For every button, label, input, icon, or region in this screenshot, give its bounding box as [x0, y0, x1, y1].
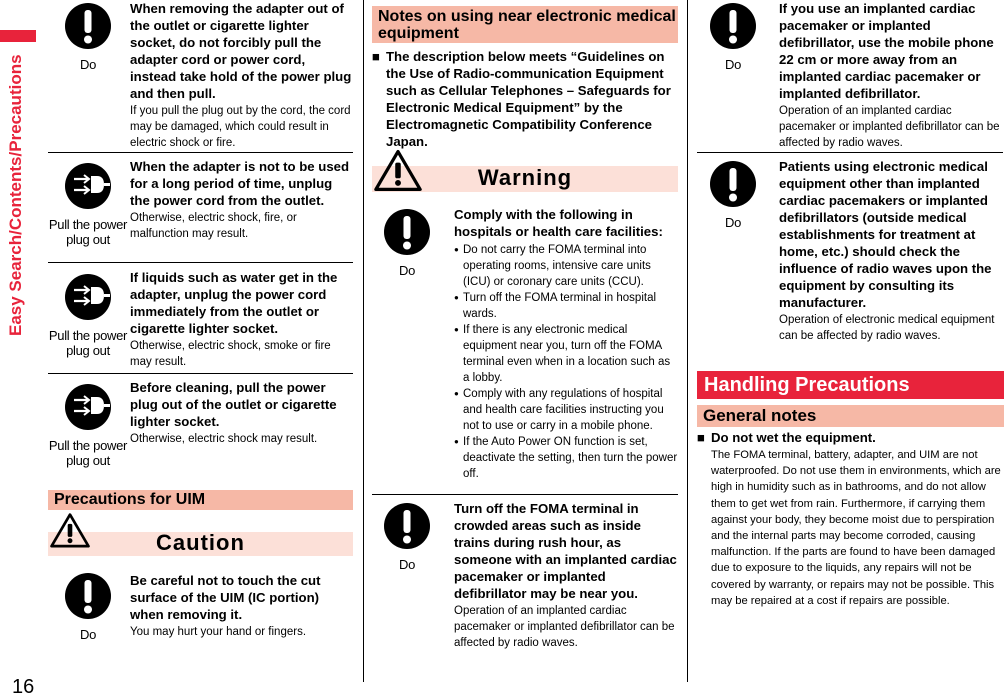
item-body: Operation of electronic medical equipment can be affected by radio waves. [779, 314, 995, 342]
unplug-icon: Pull the power plug out [48, 269, 128, 358]
unplug-icon: Pull the power plug out [48, 379, 128, 468]
list-item: ● Turn off the FOMA terminal in hospital wards. [454, 290, 678, 322]
guidelines-intro: ■ The description below meets “Guidelines on the Use of Radio-communication Equipment such as Cellular Telephones – Safeguards for Electronic Medical Equipment” by the Electromagnetic Compatibility Conference Japan. [372, 48, 678, 150]
square-bullet-icon [697, 429, 705, 446]
column-divider [363, 0, 364, 682]
side-tab-label: Easy Search/Contents/Precautions [6, 54, 25, 336]
general-notes-heading: General notes [697, 405, 1004, 427]
divider [48, 262, 353, 263]
caution-banner [48, 532, 353, 556]
handling-precautions-title: Handling Precautions [697, 371, 1004, 399]
general-notes-body: ■ Do not wet the equipment. The FOMA terminal, battery, adapter, and UIM are not waterproofed. Do not use them in environments, which are high in humidity such as in bathrooms, and do not allow them to get wet from rain. Furthermore, if carrying them against your body, they become moist due to perspiration and the internal parts may become corroded, causing malfunction. If the parts are found to have been damaged due to exposure to the liquids, any repairs will not be covered by warranty, or repairs may not be possible. This may be repaired at a cost if repairs are possible. [697, 429, 1003, 609]
item-body: Operation of an implanted cardiac pacemaker or implanted defibrillator can be affected by radio waves. [454, 605, 675, 649]
page-number: 16 [12, 676, 35, 698]
warning-title: Warning [477, 165, 573, 190]
item-body: You may hurt your hand or fingers. [130, 626, 307, 638]
do-icon: Do [48, 572, 128, 642]
list-item: ● If the Auto Power ON function is set, deactivate the setting, then turn the power off. [454, 434, 678, 482]
item-heading: If liquids such as water get in the adapter, unplug the power cord immediately from the outlet or cigarette lighter socket. [130, 270, 338, 336]
item-body: Otherwise, electric shock may result. [130, 433, 318, 445]
item-heading: When the adapter is not to be used for a long period of time, unplug the power cord from the outlet. [130, 159, 350, 208]
item-heading: Comply with the following in hospitals or health care facilities: [454, 207, 663, 239]
do-icon: Do [697, 0, 769, 72]
item-heading: Turn off the FOMA terminal in crowded areas such as inside trains during rush hour, as someone with an implanted cardiac pacemaker or implanted defibrillator may be near you. [454, 501, 677, 601]
unplug-icon: Pull the power plug out [48, 158, 128, 247]
do-icon: Do [697, 158, 769, 230]
hospital-rules-list [454, 242, 678, 482]
divider [697, 152, 1003, 153]
section-heading-medical: Notes on using near electronic medical equipment [372, 6, 678, 43]
do-icon: Do [372, 206, 442, 278]
item-heading: Be careful not to touch the cut surface of the UIM (IC portion) when removing it. [130, 573, 321, 622]
column-divider [687, 0, 688, 682]
item-heading: If you use an implanted cardiac pacemaker or implanted defibrillator, use the mobile phone 22 cm or more away from an implanted cardiac pacemaker or implanted defibrillator. [779, 1, 994, 101]
item-heading: When removing the adapter out of the outlet or cigarette lighter socket, do not forcibly pull the adapter cord or power cord, instead take hold of the power plug and then pull. [130, 1, 352, 101]
square-bullet-icon [372, 48, 380, 65]
item-heading: Before cleaning, pull the power plug out of the outlet or cigarette lighter socket. [130, 380, 337, 429]
item-body: Operation of an implanted cardiac pacemaker or implanted defibrillator can be affected by radio waves. [779, 105, 1000, 149]
item-body: Otherwise, electric shock, smoke or fire may result. [130, 340, 331, 368]
item-body: If you pull the plug out by the cord, the cord may be damaged, which could result in electric shock or fire. [130, 105, 351, 149]
adapter-item-1 [48, 0, 353, 150]
general-notes-text: The FOMA terminal, battery, adapter, and UIM are not waterproofed. Do not use them in environments, which are high in humidity such as in bathrooms, and do not allow them to get wet from rain. Furthermore, if carrying them against your body, they become moist due to perspiration and the internal parts may become corroded, causing malfunction. If the parts are found to have been damaged due to exposure to the liquids, any repairs will not be covered by warranty, or repairs may not be possible. This may be repaired at a cost if repairs are possible. [711, 449, 1001, 607]
side-tab[interactable] [0, 0, 36, 640]
divider [48, 152, 353, 153]
list-item: ● Do not carry the FOMA terminal into operating rooms, intensive care units (ICU) or coronary care units (CCU). [454, 242, 678, 290]
list-item: ● Comply with any regulations of hospital and health care facilities instructing you not to use or carry in a mobile phone. [454, 386, 678, 434]
item-body: Otherwise, electric shock, fire, or malfunction may result. [130, 212, 297, 240]
divider [372, 494, 678, 495]
warning-banner [372, 166, 678, 192]
do-icon: Do [372, 500, 442, 572]
caution-title: Caution [156, 530, 245, 555]
item-heading: Patients using electronic medical equipment other than implanted cardiac pacemakers or implanted defibrillators (outside medical establishments for treatment at home, etc.) should check the influence of radio waves upon the equipment by consulting its manufacturer. [779, 159, 992, 310]
list-item: ● If there is any electronic medical equipment near you, turn off the FOMA terminal even when in a location such as a lobby. [454, 322, 678, 386]
divider [48, 373, 353, 374]
section-heading-uim: Precautions for UIM [48, 490, 353, 510]
side-tab-marker [0, 30, 36, 42]
do-icon: Do [48, 0, 128, 72]
